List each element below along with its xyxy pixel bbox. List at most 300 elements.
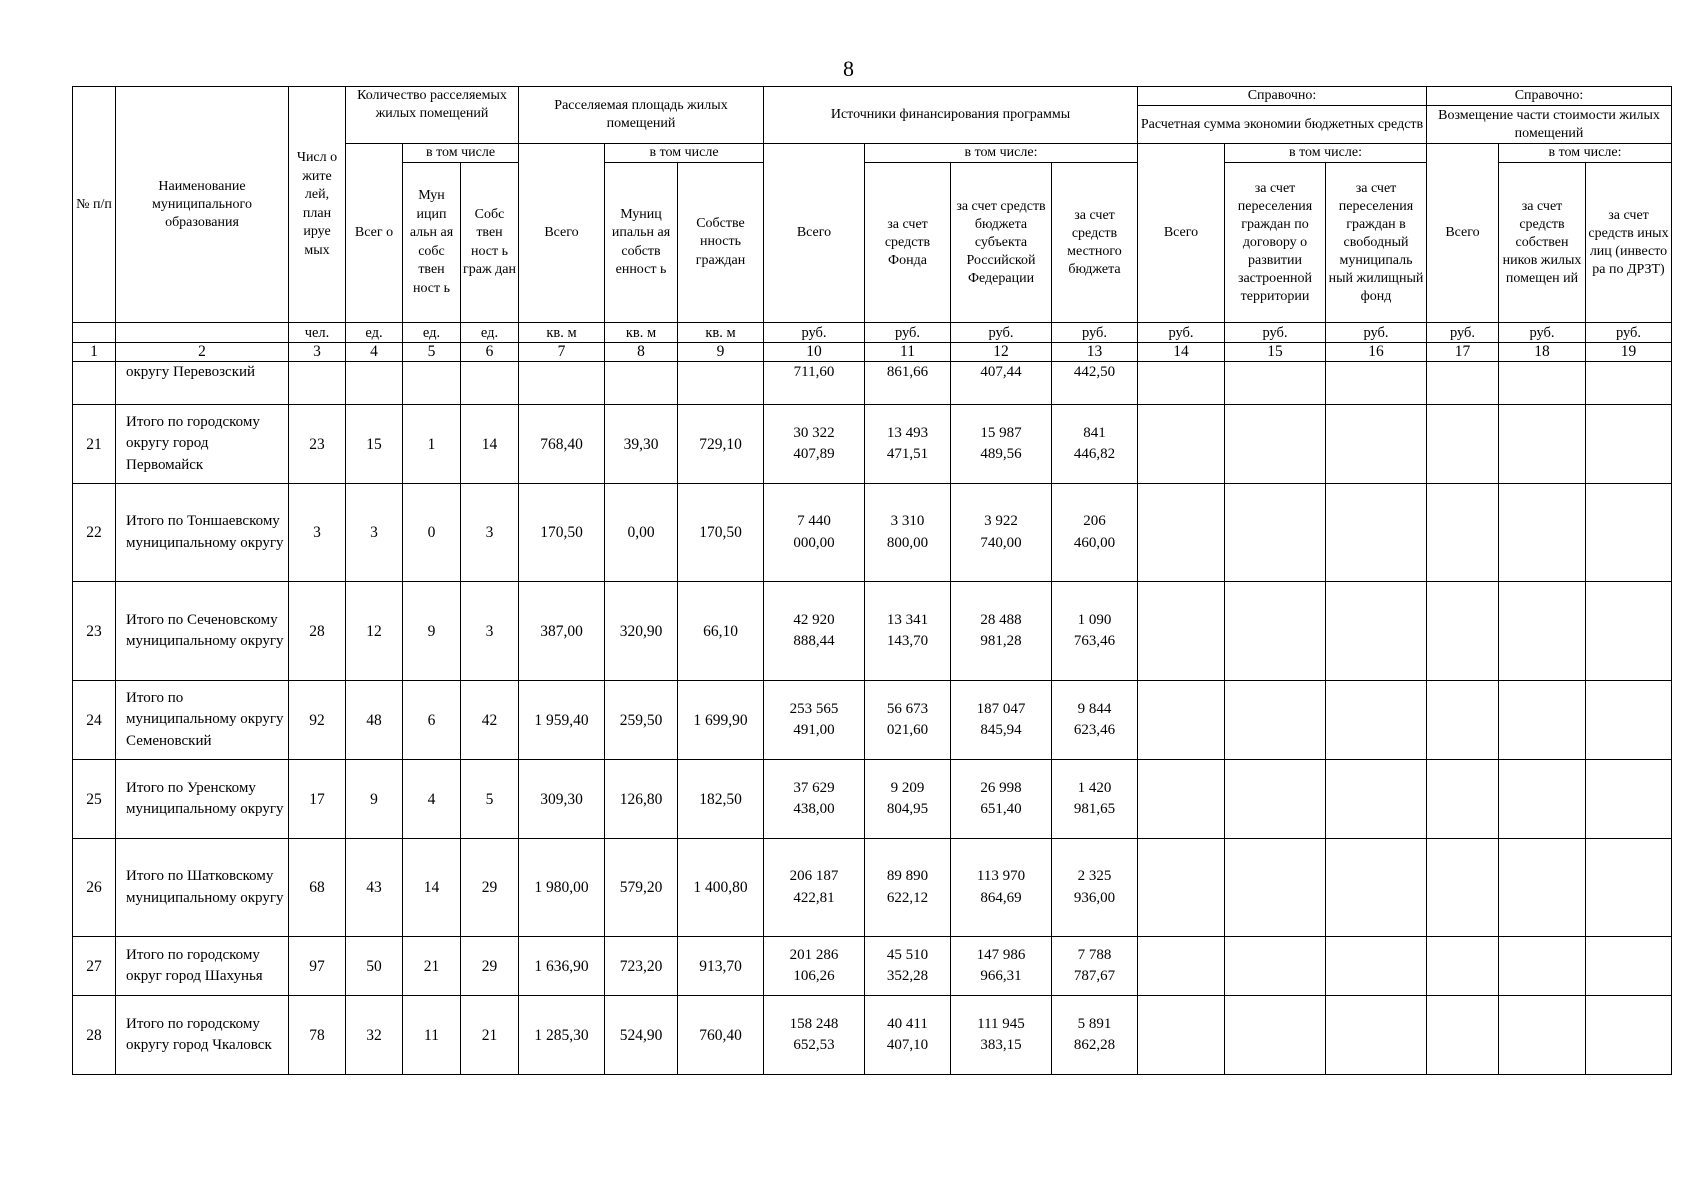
money-line: 763,46 <box>1073 633 1116 649</box>
cell-a-total: 1 980,00 <box>519 839 605 937</box>
cell-residents: 97 <box>289 937 346 996</box>
cell-f-subject <box>951 839 1052 937</box>
empty-reference-cell <box>1225 760 1326 839</box>
column-number-cell: 4 <box>346 343 403 362</box>
header-count-including: в том числе <box>403 144 519 163</box>
money-line: 7 788 <box>1077 946 1112 963</box>
cell-c-total: 12 <box>346 582 403 681</box>
table-row <box>73 839 1672 937</box>
column-number-cell: 2 <box>116 343 289 362</box>
table-row <box>73 405 1672 484</box>
money-line: 206 187 <box>789 868 839 884</box>
cell-name: Итого по Тоншаевскому муниципальному округу <box>116 484 289 582</box>
empty-reference-cell <box>1499 484 1586 582</box>
money-line: 206 <box>1083 513 1106 529</box>
cell-f-total <box>764 681 865 760</box>
money-line: 438,00 <box>793 801 835 817</box>
unit-cell: руб. <box>1138 323 1225 343</box>
empty-reference-cell <box>1427 760 1499 839</box>
cell-residents: 68 <box>289 839 346 937</box>
money-line: 5 891 <box>1077 1015 1112 1032</box>
header-area-private: Собстве нность граждан <box>678 163 764 323</box>
cell-c-mun: 0 <box>403 484 461 582</box>
money-line: 966,31 <box>980 968 1022 984</box>
header-area-including: в том числе <box>605 144 764 163</box>
header-count-group: Количество расселяемых жилых помещений <box>346 87 519 144</box>
cell-a-own: 66,10 <box>678 582 764 681</box>
header-reference-2-b: за счет средств иных лиц (инвесто ра по ДРЗТ) <box>1586 163 1672 323</box>
column-number-cell: 8 <box>605 343 678 362</box>
money-line: 37 629 <box>793 779 835 796</box>
cell-f-fund <box>865 484 951 582</box>
empty-reference-cell <box>1326 996 1427 1075</box>
column-number-cell: 16 <box>1326 343 1427 362</box>
unit-cell: ед. <box>403 323 461 343</box>
cell-c-mun: 4 <box>403 760 461 839</box>
cell-a-own: 170,50 <box>678 484 764 582</box>
column-numbers-row <box>73 343 1672 362</box>
empty-reference-cell <box>1427 839 1499 937</box>
empty-reference-cell <box>1427 582 1499 681</box>
cell-a-total: 1 636,90 <box>519 937 605 996</box>
continuation-financing-fund: 861,66 <box>865 362 951 405</box>
money-line: 800,00 <box>886 534 929 551</box>
unit-cell: ед. <box>461 323 519 343</box>
empty-reference-cell <box>1499 405 1586 484</box>
cell-c-total: 43 <box>346 839 403 937</box>
money-line: 3 310 <box>890 513 925 529</box>
cell-f-fund <box>865 839 951 937</box>
cell-f-fund <box>865 996 951 1075</box>
money-line: 491,00 <box>793 722 835 738</box>
empty-reference-cell <box>1138 582 1225 681</box>
cell-f-local <box>1052 937 1138 996</box>
money-line: 147 986 <box>976 946 1026 963</box>
money-line: 446,82 <box>1073 446 1116 462</box>
cell-f-local <box>1052 681 1138 760</box>
cell-residents: 3 <box>289 484 346 582</box>
cell-f-total <box>764 582 865 681</box>
cell-f-total <box>764 937 865 996</box>
money-line: 652,53 <box>793 1037 835 1053</box>
cell-a-own: 729,10 <box>678 405 764 484</box>
header-reference-1-total: Всего <box>1138 144 1225 323</box>
page-number: 8 <box>843 56 854 81</box>
continuation-financing-total: 711,60 <box>764 362 865 405</box>
empty-reference-cell <box>1586 582 1672 681</box>
cell-a-own: 913,70 <box>678 937 764 996</box>
cell-f-subject <box>951 681 1052 760</box>
money-line: 9 844 <box>1077 700 1112 717</box>
header-reference-2-title: Возмещение части стоимости жилых помещений <box>1427 106 1672 144</box>
money-line: 158 248 <box>789 1015 839 1032</box>
empty-reference-cell <box>1586 839 1672 937</box>
unit-cell <box>116 323 289 343</box>
header-num: № п/п <box>73 87 116 323</box>
money-line: 89 890 <box>886 868 929 884</box>
money-line: 383,15 <box>980 1037 1022 1053</box>
units-row <box>73 323 1672 343</box>
money-line: 862,28 <box>1073 1037 1116 1053</box>
header-count-municipal: Мун ицип альн ая собс твен ност ь <box>403 163 461 323</box>
empty-reference-cell <box>1499 760 1586 839</box>
header-name: Наименование муниципального образования <box>116 87 289 323</box>
money-line: 26 998 <box>980 779 1022 796</box>
empty-reference-cell <box>1499 582 1586 681</box>
column-number-cell: 13 <box>1052 343 1138 362</box>
cell-f-total <box>764 405 865 484</box>
empty-reference-cell <box>1427 996 1499 1075</box>
empty-reference-cell <box>1499 996 1586 1075</box>
cell-c-total: 32 <box>346 996 403 1075</box>
column-number-cell: 6 <box>461 343 519 362</box>
header-reference-1-including: в том числе: <box>1225 144 1427 163</box>
table-row <box>73 582 1672 681</box>
unit-cell: руб. <box>1427 323 1499 343</box>
cell-a-own: 1 699,90 <box>678 681 764 760</box>
header-financing-subject: за счет средств бюджета субъекта Российской Федерации <box>951 163 1052 323</box>
cell-f-fund <box>865 681 951 760</box>
empty-reference-cell <box>1586 937 1672 996</box>
continuation-row <box>73 362 1672 405</box>
money-line: 9 209 <box>890 779 925 796</box>
cell-name: Итого по городскому округу город Чкаловск <box>116 996 289 1075</box>
unit-cell: руб. <box>764 323 865 343</box>
cell-a-own: 182,50 <box>678 760 764 839</box>
cell-residents: 23 <box>289 405 346 484</box>
empty-reference-cell <box>1586 405 1672 484</box>
money-line: 000,00 <box>793 534 835 551</box>
header-area-total: Всего <box>519 144 605 323</box>
unit-cell: кв. м <box>678 323 764 343</box>
cell-c-own: 3 <box>461 484 519 582</box>
cell-c-mun: 9 <box>403 582 461 681</box>
money-line: 407,89 <box>793 446 835 462</box>
table-body <box>73 362 1672 1075</box>
cell-n: 25 <box>73 760 116 839</box>
cell-a-total: 1 285,30 <box>519 996 605 1075</box>
header-financing-group: Источники финансирования программы <box>764 87 1138 144</box>
money-line: 1 090 <box>1077 611 1112 628</box>
empty-reference-cell <box>1586 681 1672 760</box>
cell-f-fund <box>865 405 951 484</box>
cell-c-total: 15 <box>346 405 403 484</box>
cell-c-own: 14 <box>461 405 519 484</box>
empty-reference-cell <box>1586 484 1672 582</box>
empty-reference-cell <box>1499 937 1586 996</box>
table-row <box>73 937 1672 996</box>
cell-c-mun: 6 <box>403 681 461 760</box>
column-number-cell: 14 <box>1138 343 1225 362</box>
cell-f-subject <box>951 484 1052 582</box>
header-financing-local: за счет средств местного бюджета <box>1052 163 1138 323</box>
column-number-cell: 5 <box>403 343 461 362</box>
empty-reference-cell <box>1138 760 1225 839</box>
empty-reference-cell <box>1326 839 1427 937</box>
empty-reference-cell <box>1326 405 1427 484</box>
header-area-municipal: Муниц ипальн ая собств енност ь <box>605 163 678 323</box>
column-number-cell: 9 <box>678 343 764 362</box>
empty-reference-cell <box>1427 405 1499 484</box>
money-line: 422,81 <box>793 889 835 906</box>
money-line: 13 493 <box>886 424 929 441</box>
empty-reference-cell <box>1138 937 1225 996</box>
header-reference-1-a: за счет переселения граждан по договору о развитии застроенной территории <box>1225 163 1326 323</box>
unit-cell: чел. <box>289 323 346 343</box>
header-count-total: Всег о <box>346 144 403 323</box>
money-line: 113 970 <box>976 868 1026 884</box>
cell-c-total: 48 <box>346 681 403 760</box>
cell-residents: 17 <box>289 760 346 839</box>
table-row <box>73 484 1672 582</box>
money-line: 28 488 <box>980 611 1022 628</box>
cell-name: Итого по Сеченовскому муниципальному округу <box>116 582 289 681</box>
empty-reference-cell <box>1427 937 1499 996</box>
empty-reference-cell <box>1225 681 1326 760</box>
cell-c-total: 3 <box>346 484 403 582</box>
cell-f-fund <box>865 937 951 996</box>
cell-c-total: 50 <box>346 937 403 996</box>
empty-reference-cell <box>1225 996 1326 1075</box>
money-line: 471,51 <box>886 446 929 462</box>
empty-reference-cell <box>1138 996 1225 1075</box>
money-line: 40 411 <box>887 1015 928 1032</box>
header-reference-1-title: Расчетная сумма экономии бюджетных средств <box>1138 106 1427 144</box>
cell-c-mun: 11 <box>403 996 461 1075</box>
cell-n: 26 <box>73 839 116 937</box>
cell-name: Итого по Уренскому муниципальному округу <box>116 760 289 839</box>
column-number-cell: 15 <box>1225 343 1326 362</box>
unit-cell: кв. м <box>519 323 605 343</box>
table-row <box>73 760 1672 839</box>
empty-reference-cell <box>1138 405 1225 484</box>
money-line: 021,60 <box>886 722 929 738</box>
money-line: 864,69 <box>980 889 1022 906</box>
cell-f-fund <box>865 760 951 839</box>
cell-f-local <box>1052 839 1138 937</box>
cell-a-own: 760,40 <box>678 996 764 1075</box>
continuation-financing-subject: 407,44 <box>951 362 1052 405</box>
money-line: 30 322 <box>793 424 835 441</box>
empty-reference-cell <box>1225 937 1326 996</box>
money-line: 111 945 <box>977 1015 1025 1032</box>
cell-a-total: 1 959,40 <box>519 681 605 760</box>
cell-name: Итого по Шатковскому муниципальному округу <box>116 839 289 937</box>
cell-f-subject <box>951 582 1052 681</box>
resettlement-table <box>72 86 1672 1075</box>
cell-name: Итого по муниципальному округу Семеновский <box>116 681 289 760</box>
unit-cell: кв. м <box>605 323 678 343</box>
money-line: 804,95 <box>886 801 929 817</box>
cell-a-total: 309,30 <box>519 760 605 839</box>
cell-name: Итого по городскому округ город Шахунья <box>116 937 289 996</box>
column-number-cell: 18 <box>1499 343 1586 362</box>
cell-a-mun: 524,90 <box>605 996 678 1075</box>
money-line: 13 341 <box>886 611 929 628</box>
header-residents: Числ о жите лей, план ируе мых <box>289 87 346 323</box>
empty-reference-cell <box>1225 839 1326 937</box>
column-number-cell: 7 <box>519 343 605 362</box>
cell-a-mun: 126,80 <box>605 760 678 839</box>
cell-f-local <box>1052 484 1138 582</box>
cell-a-mun: 723,20 <box>605 937 678 996</box>
unit-cell: руб. <box>1586 323 1672 343</box>
continuation-name: округу Перевозский <box>116 362 289 405</box>
cell-f-subject <box>951 405 1052 484</box>
cell-n: 23 <box>73 582 116 681</box>
column-number-cell: 12 <box>951 343 1052 362</box>
money-line: 201 286 <box>789 946 839 963</box>
cell-n: 27 <box>73 937 116 996</box>
unit-cell: руб. <box>1499 323 1586 343</box>
money-line: 888,44 <box>793 633 835 649</box>
cell-c-total: 9 <box>346 760 403 839</box>
cell-n: 21 <box>73 405 116 484</box>
cell-a-mun: 0,00 <box>605 484 678 582</box>
money-line: 187 047 <box>976 700 1026 717</box>
cell-f-total <box>764 839 865 937</box>
money-line: 1 420 <box>1077 779 1112 796</box>
empty-reference-cell <box>1326 760 1427 839</box>
cell-c-own: 3 <box>461 582 519 681</box>
column-number-cell: 1 <box>73 343 116 362</box>
cell-c-own: 29 <box>461 937 519 996</box>
money-line: 15 987 <box>980 424 1022 441</box>
cell-f-total <box>764 996 865 1075</box>
empty-reference-cell <box>1326 937 1427 996</box>
cell-f-local <box>1052 405 1138 484</box>
cell-c-own: 29 <box>461 839 519 937</box>
money-line: 143,70 <box>886 633 929 649</box>
money-line: 936,00 <box>1073 889 1116 906</box>
money-line: 56 673 <box>886 700 929 717</box>
header-financing-total: Всего <box>764 144 865 323</box>
cell-c-mun: 1 <box>403 405 461 484</box>
cell-f-local <box>1052 582 1138 681</box>
cell-c-own: 5 <box>461 760 519 839</box>
money-line: 489,56 <box>980 446 1022 462</box>
header-reference-2-top: Справочно: <box>1427 87 1672 106</box>
money-line: 622,12 <box>886 889 929 906</box>
empty-reference-cell <box>1586 760 1672 839</box>
cell-a-mun: 579,20 <box>605 839 678 937</box>
cell-c-own: 42 <box>461 681 519 760</box>
money-line: 841 <box>1083 424 1106 441</box>
cell-f-fund <box>865 582 951 681</box>
money-line: 42 920 <box>793 611 835 628</box>
empty-reference-cell <box>1326 681 1427 760</box>
empty-reference-cell <box>1499 839 1586 937</box>
cell-a-mun: 320,90 <box>605 582 678 681</box>
empty-reference-cell <box>1225 582 1326 681</box>
money-line: 623,46 <box>1073 722 1116 738</box>
money-line: 352,28 <box>886 968 929 984</box>
header-reference-1-top: Справочно: <box>1138 87 1427 106</box>
header-financing-including: в том числе: <box>865 144 1138 163</box>
empty-reference-cell <box>1326 484 1427 582</box>
cell-a-total: 768,40 <box>519 405 605 484</box>
header-reference-2-total: Всего <box>1427 144 1499 323</box>
column-number-cell: 19 <box>1586 343 1672 362</box>
money-line: 460,00 <box>1073 534 1116 551</box>
cell-residents: 78 <box>289 996 346 1075</box>
unit-cell: руб. <box>865 323 951 343</box>
empty-reference-cell <box>1427 484 1499 582</box>
cell-residents: 28 <box>289 582 346 681</box>
cell-c-mun: 21 <box>403 937 461 996</box>
cell-f-subject <box>951 760 1052 839</box>
money-line: 407,10 <box>886 1037 929 1053</box>
cell-a-mun: 259,50 <box>605 681 678 760</box>
header-reference-2-a: за счет средств собствен ников жилых помещен ий <box>1499 163 1586 323</box>
money-line: 253 565 <box>789 700 839 717</box>
empty-reference-cell <box>1225 405 1326 484</box>
money-line: 651,40 <box>980 801 1022 817</box>
money-line: 981,65 <box>1073 801 1116 817</box>
empty-reference-cell <box>1499 681 1586 760</box>
cell-n: 24 <box>73 681 116 760</box>
empty-reference-cell <box>1138 839 1225 937</box>
column-number-cell: 3 <box>289 343 346 362</box>
money-line: 740,00 <box>980 534 1022 551</box>
unit-cell: ед. <box>346 323 403 343</box>
unit-cell: руб. <box>1052 323 1138 343</box>
empty-reference-cell <box>1427 681 1499 760</box>
cell-f-subject <box>951 937 1052 996</box>
money-line: 845,94 <box>980 722 1022 738</box>
column-number-cell: 10 <box>764 343 865 362</box>
empty-reference-cell <box>1225 484 1326 582</box>
cell-f-local <box>1052 996 1138 1075</box>
cell-f-local <box>1052 760 1138 839</box>
cell-f-total <box>764 484 865 582</box>
cell-n: 22 <box>73 484 116 582</box>
empty-reference-cell <box>1586 996 1672 1075</box>
cell-a-own: 1 400,80 <box>678 839 764 937</box>
money-line: 787,67 <box>1073 968 1116 984</box>
unit-cell: руб. <box>951 323 1052 343</box>
continuation-financing-local: 442,50 <box>1052 362 1138 405</box>
unit-cell <box>73 323 116 343</box>
money-line: 981,28 <box>980 633 1022 649</box>
header-financing-fund: за счет средств Фонда <box>865 163 951 323</box>
cell-a-total: 387,00 <box>519 582 605 681</box>
header-reference-2-including: в том числе: <box>1499 144 1672 163</box>
cell-c-mun: 14 <box>403 839 461 937</box>
table-row <box>73 996 1672 1075</box>
column-number-cell: 17 <box>1427 343 1499 362</box>
column-number-cell: 11 <box>865 343 951 362</box>
unit-cell: руб. <box>1326 323 1427 343</box>
cell-name: Итого по городскому округу город Первомайск <box>116 405 289 484</box>
money-line: 106,26 <box>793 968 835 984</box>
unit-cell: руб. <box>1225 323 1326 343</box>
cell-f-subject <box>951 996 1052 1075</box>
cell-a-total: 170,50 <box>519 484 605 582</box>
cell-c-own: 21 <box>461 996 519 1075</box>
header-reference-1-b: за счет переселения граждан в свободный муниципаль ный жилищный фонд <box>1326 163 1427 323</box>
header-count-private: Собс твен ност ь граж дан <box>461 163 519 323</box>
empty-reference-cell <box>1138 484 1225 582</box>
cell-n: 28 <box>73 996 116 1075</box>
table-header <box>73 87 1672 362</box>
table-row <box>73 681 1672 760</box>
empty-reference-cell <box>1326 582 1427 681</box>
cell-f-total <box>764 760 865 839</box>
empty-reference-cell <box>1138 681 1225 760</box>
money-line: 3 922 <box>984 513 1018 529</box>
money-line: 2 325 <box>1077 868 1112 884</box>
